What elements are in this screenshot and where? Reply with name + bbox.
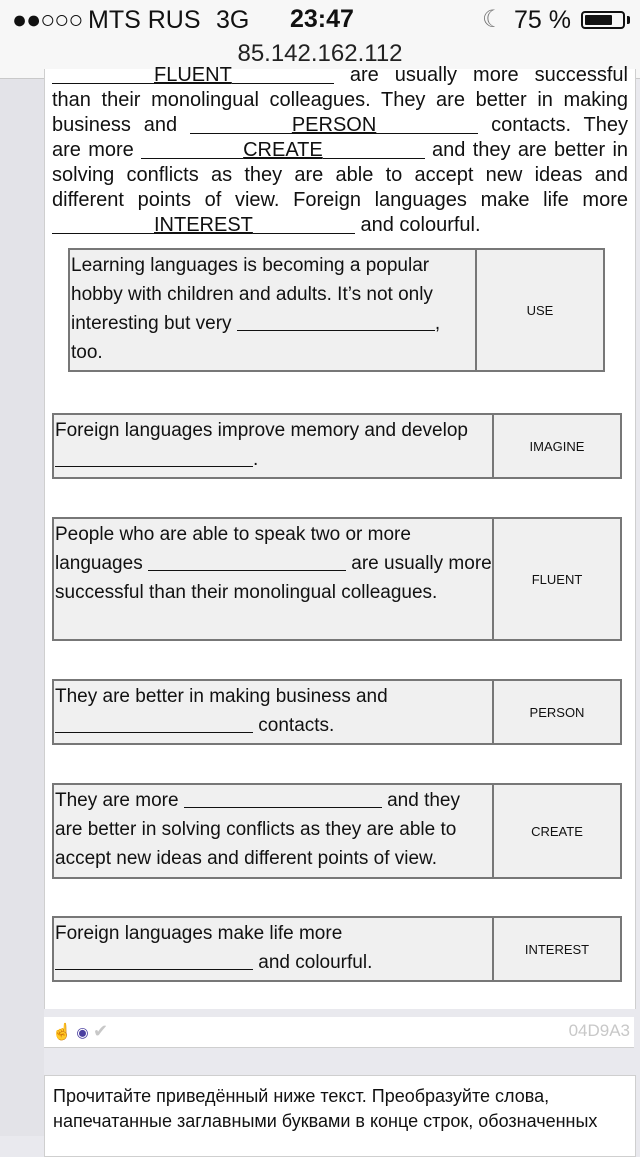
answer-blank[interactable] <box>148 550 346 571</box>
task-word: INTEREST <box>524 941 590 957</box>
task-word: USE <box>526 302 554 318</box>
check-icon[interactable]: ✔ <box>93 1021 109 1041</box>
task-text-before: People who are able to speak two or more languages <box>55 524 411 574</box>
passage-word-create: CREATE <box>243 139 323 161</box>
passage-mid1: contacts. They are more <box>52 114 628 161</box>
task-question <box>70 250 477 370</box>
task-text-before: They are better in making business and <box>55 686 388 707</box>
task-text-before: Learning languages is becoming a popular hobby with children and adults. It’s not only interesting but very <box>71 255 433 334</box>
task-text-after: and colourful. <box>258 952 373 973</box>
task-text-before: Foreign languages make life more <box>55 923 343 944</box>
task-word: IMAGINE <box>529 438 585 454</box>
task-tools <box>52 1021 108 1042</box>
task-text-after: . <box>253 449 259 470</box>
task-word: PERSON <box>529 704 585 720</box>
passage-end: and colourful. <box>360 214 481 236</box>
task-row-create <box>52 783 622 879</box>
passage-word-fluent: FLUENT <box>154 64 232 86</box>
task-question <box>54 785 494 877</box>
url-text[interactable]: 85.142.162.112 <box>237 40 403 67</box>
answer-blank[interactable] <box>184 787 382 808</box>
carrier-name: MTS RUS <box>88 6 201 34</box>
task-text-after: and they are better in solving conflicts as they are able to accept new ideas and different points of view. <box>55 790 461 869</box>
signal-strength-icon: ●●○○○ <box>12 6 83 34</box>
network-type: 3G <box>216 6 250 34</box>
task-question <box>54 681 494 743</box>
task-row-imagine <box>52 413 622 479</box>
status-bar <box>0 0 640 40</box>
do-not-disturb-icon: ☾ <box>482 6 504 33</box>
answer-blank[interactable] <box>237 310 435 331</box>
left-margin <box>0 79 44 1136</box>
passage-word-interest: INTEREST <box>154 214 253 236</box>
task-code: 04D9A3 <box>568 1021 630 1040</box>
eye-icon[interactable]: ◉ <box>76 1024 89 1040</box>
page-content <box>0 64 640 1136</box>
task-word: CREATE <box>531 823 583 839</box>
task-footer <box>44 1017 634 1048</box>
clock: 23:47 <box>290 5 354 33</box>
answer-blank[interactable] <box>55 949 253 970</box>
battery-percent: 75 % <box>514 6 571 34</box>
battery-icon <box>581 11 625 29</box>
passage-text <box>52 63 628 238</box>
task-row-person <box>52 679 622 745</box>
task-row-interest <box>52 916 622 982</box>
task-question <box>54 918 494 980</box>
task-text-after: , too. <box>71 313 441 363</box>
answer-blank[interactable] <box>55 712 253 733</box>
task-text-before: Foreign languages improve memory and develop <box>55 420 468 441</box>
divider <box>44 1047 634 1048</box>
task-row-fluent <box>52 517 622 641</box>
passage-cropped-line: are usually more successful <box>349 64 628 86</box>
task-text-before: They are more <box>55 790 179 811</box>
passage-word-person: PERSON <box>291 114 377 136</box>
task-row-use <box>68 248 605 372</box>
task-text-after: contacts. <box>258 715 335 736</box>
task-word: FLUENT <box>531 571 583 587</box>
passage-mid2: and they are better in solving conflicts as they are able to accept new ideas and different points of view. Foreign languages make life more <box>52 139 629 211</box>
battery-level <box>585 15 612 25</box>
hand-pointer-icon[interactable]: ☝ <box>52 1024 72 1041</box>
battery-nub <box>627 16 630 24</box>
task-question <box>54 415 494 477</box>
task-question <box>54 519 494 639</box>
next-task-card <box>44 1075 636 1157</box>
next-task-instructions: Прочитайте приведённый ниже текст. Преобразуйте слова, напечатанные заглавными буквами в конце строк, обозначенных <box>53 1086 598 1131</box>
answer-blank[interactable] <box>55 446 253 467</box>
task-text-after: are usually more successful than their monolingual colleagues. <box>55 553 492 603</box>
passage-line: than their monolingual colleagues. They are better in making business and <box>52 89 628 136</box>
